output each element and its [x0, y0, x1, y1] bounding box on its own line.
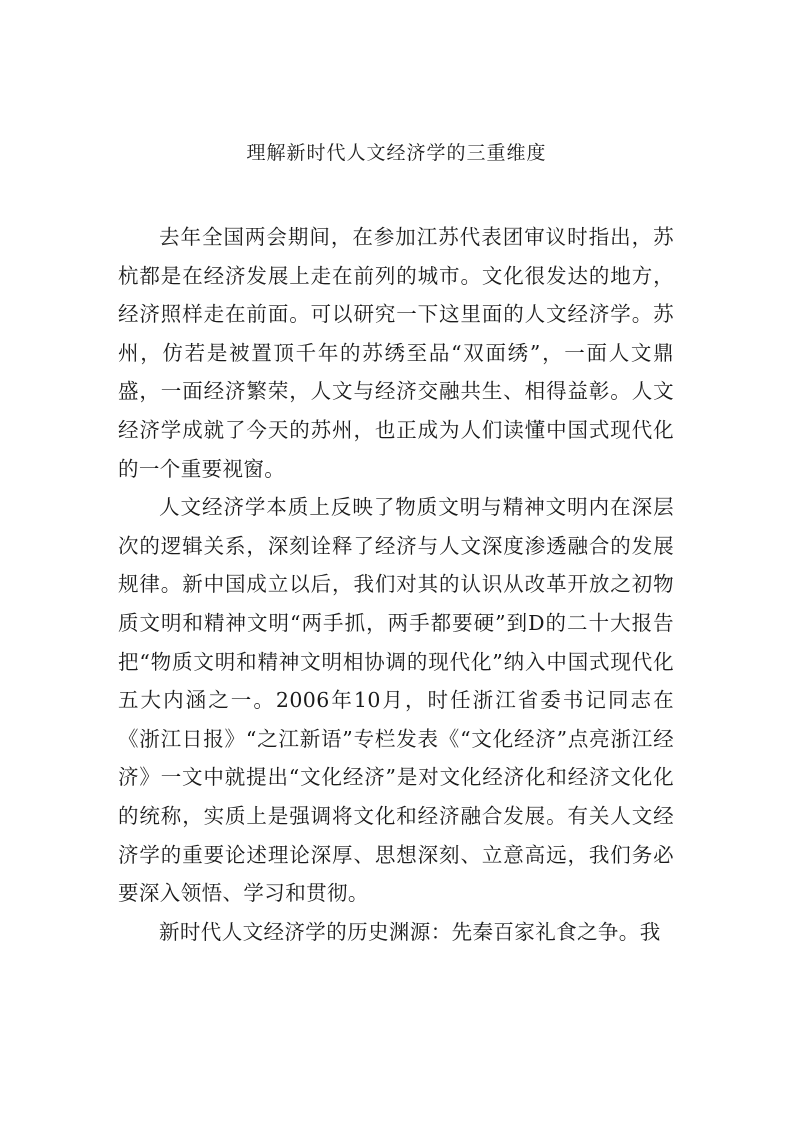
- paragraph-2: 人文经济学本质上反映了物质文明与精神文明内在深层次的逻辑关系，深刻诠释了经济与人文深度渗透融合的发展规律。新中国成立以后，我们对其的认识从改革开放之初物质文明和精神文明“两手抓，两手都要硬”到D的二十大报告把“物质文明和精神文明相协调的现代化”纳入中国式现代化五大内涵之一。2006年10月，时任浙江省委书记同志在《浙江日报》“之江新语”专栏发表《“文化经济”点亮浙江经济》一文中就提出“文化经济”是对文化经济化和经济文化化的统称，实质上是强调将文化和经济融合发展。有关人文经济学的重要论述理论深厚、思想深刻、立意高远，我们务必要深入领悟、学习和贯彻。: [118, 495, 674, 906]
- paragraph-3: 新时代人文经济学的历史渊源：先秦百家礼食之争。我: [159, 919, 661, 944]
- document-body: [118, 218, 674, 951]
- document-title: 理解新时代人文经济学的三重维度: [246, 142, 547, 164]
- paragraph-1: 去年全国两会期间，在参加江苏代表团审议时指出，苏杭都是在经济发展上走在前列的城市。文化很发达的地方，经济照样走在前面。可以研究一下这里面的人文经济学。苏州，仿若是被置顶千年的苏绣至品“双面绣”，一面人文鼎盛，一面经济繁荣，人文与经济交融共生、相得益彰。人文经济学成就了今天的苏州，也正成为人们读懂中国式现代化的一个重要视窗。: [118, 225, 674, 481]
